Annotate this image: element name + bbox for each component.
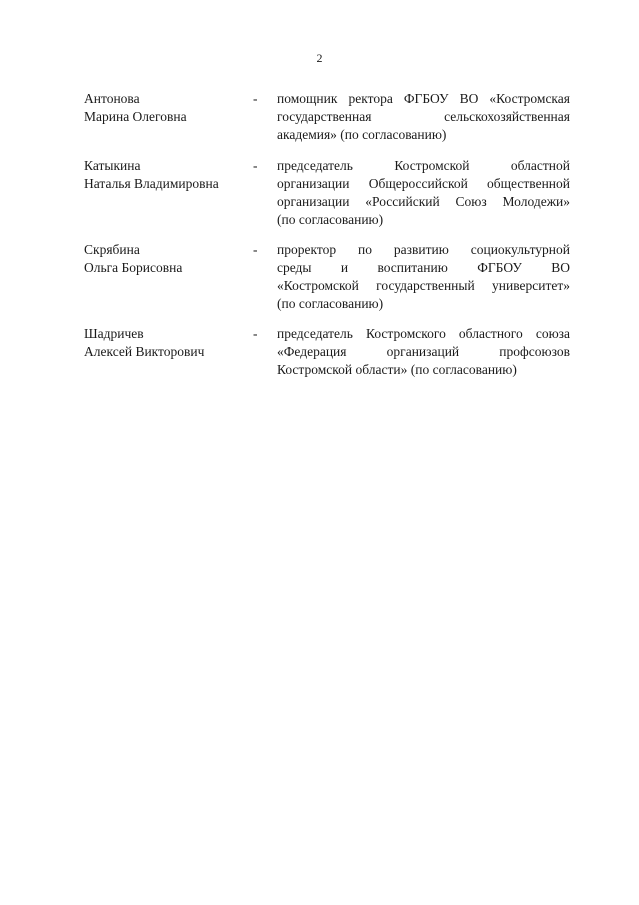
dash-separator: - [253, 158, 258, 173]
member-name [84, 241, 244, 277]
page-number: 2 [316, 51, 323, 65]
role-line: Костромской области» (по согласованию) [277, 362, 517, 377]
role-line: проректор по развитию социокультурной [277, 242, 570, 257]
role-line: председатель Костромского областного союза [277, 326, 570, 341]
member-surname: Скрябина [84, 242, 140, 257]
member-role [277, 325, 570, 379]
member-given-name: Марина Олеговна [84, 109, 187, 124]
role-line: «Федерация организаций профсоюзов [277, 344, 570, 359]
role-line: (по согласованию) [277, 296, 384, 311]
dash-separator: - [253, 242, 258, 257]
member-surname: Шадричев [84, 326, 144, 341]
member-role [277, 241, 570, 313]
role-line: (по согласованию) [277, 212, 384, 227]
member-given-name: Ольга Борисовна [84, 260, 183, 275]
member-role [277, 90, 570, 144]
member-name [84, 157, 244, 193]
role-line: организации Общероссийской общественной [277, 176, 570, 191]
role-line: организации «Российский Союз Молодежи» [277, 194, 570, 209]
role-line: председатель Костромской областной [277, 158, 570, 173]
member-name [84, 90, 244, 126]
member-surname: Катыкина [84, 158, 141, 173]
role-line: помощник ректора ФГБОУ ВО «Костромская [277, 91, 570, 106]
member-given-name: Алексей Викторович [84, 344, 205, 359]
member-role [277, 157, 570, 229]
role-line: «Костромской государственный университет» [277, 278, 570, 293]
role-line: академия» (по согласованию) [277, 127, 447, 142]
role-line: государственная сельскохозяйственная [277, 109, 570, 124]
member-name [84, 325, 244, 361]
role-line: среды и воспитанию ФГБОУ ВО [277, 260, 570, 275]
dash-separator: - [253, 326, 258, 341]
dash-separator: - [253, 91, 258, 106]
member-surname: Антонова [84, 91, 140, 106]
member-given-name: Наталья Владимировна [84, 176, 219, 191]
